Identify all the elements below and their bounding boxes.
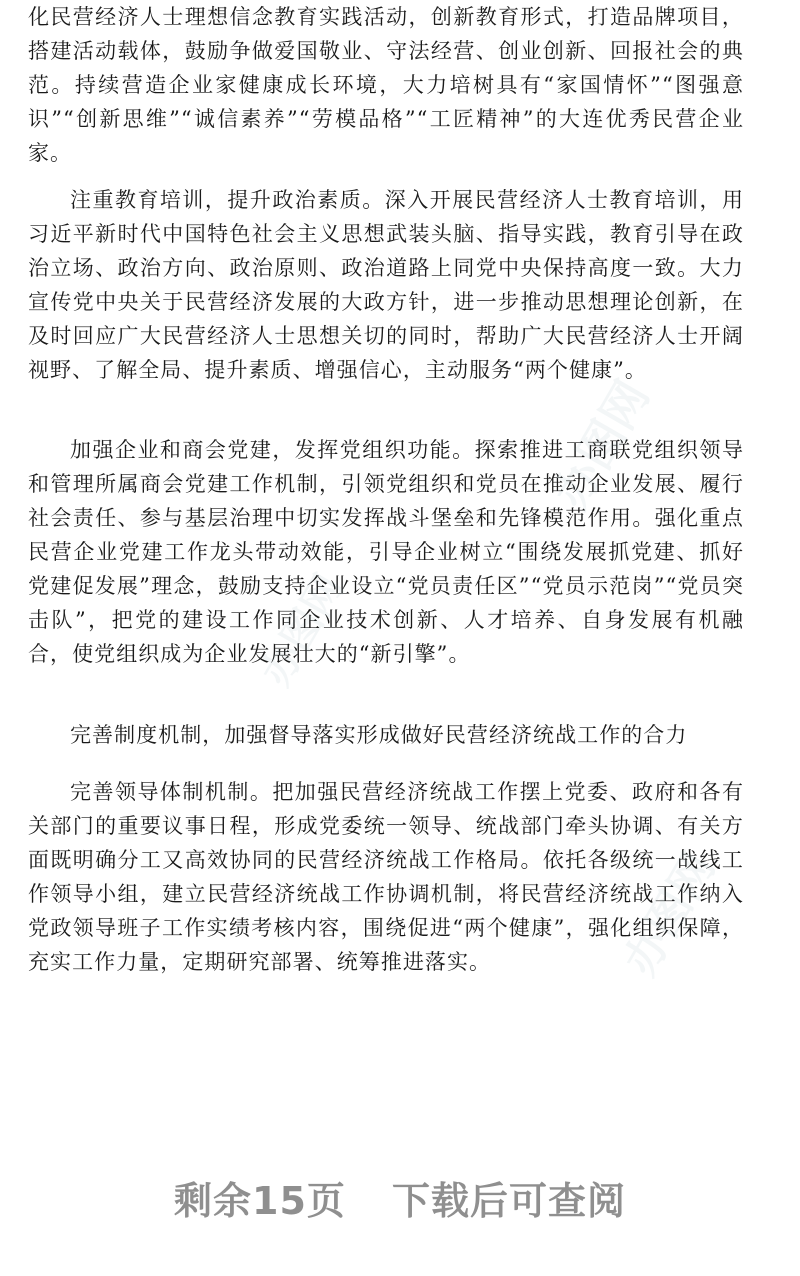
download-banner[interactable] <box>0 1170 800 1225</box>
paragraph-3: 加强企业和商会党建，发挥党组织功能。探索推进工商联党组织领导和管理所属商会党建工作机制，引领党组织和党员在推动企业发展、履行社会责任、参与基层治理中切实发挥战斗堡垒和先锋模范作用。强化重点民营企业党建工作龙头带动效能，引导企业树立“围绕发展抓党建、抓好党建促发展”理念，鼓励支持企业设立“党员责任区”“党员示范岗”“党员突击队”，把党的建设工作同企业技术创新、人才培养、自身发展有机融合，使党组织成为企业发展壮大的“新引擎”。 <box>28 438 744 666</box>
download-prompt-label[interactable]: 下载后可查阅 <box>391 1179 626 1223</box>
paragraph-5: 完善领导体制机制。把加强民营经济统战工作摆上党委、政府和各有关部门的重要议事日程，形成党委统一领导、统战部门牵头协调、有关方面既明确分工又高效协同的民营经济统战工作格局。依托各级统一战线工作领导小组，建立民营经济统战工作协调机制，将民营经济统战工作纳入党政领导班子工作实绩考核内容，围绕促进“两个健康”，强化组织保障，充实工作力量，定期研究部署、统筹推进落实。 <box>28 780 744 974</box>
section-heading: 完善制度机制，加强督导落实形成做好民营经济统战工作的合力 <box>70 723 688 747</box>
remaining-pages-label[interactable]: 剩余15页 <box>174 1179 346 1223</box>
paragraph-2: 注重教育培训，提升政治素质。深入开展民营经济人士教育培训，用习近平新时代中国特色社会主义思想武装头脑、指导实践，教育引导在政治立场、政治方向、政治原则、政治道路上同党中央保持高度一致。大力宣传党中央关于民营经济发展的大政方针，进一步推动思想理论创新，在及时回应广大民营经济人士思想关切的同时，帮助广大民营经济人士开阔视野、了解全局、提升素质、增强信心，主动服务“两个健康”。 <box>28 188 744 382</box>
watermark: 办图网 <box>253 566 353 694</box>
watermark: 办图网 <box>543 371 660 518</box>
paragraph-1: 化民营经济人士理想信念教育实践活动，创新教育形式，打造品牌项目，搭建活动载体，鼓励争做爱国敬业、守法经营、创业创新、回报社会的典范。持续营造企业家健康成长环境，大力培树具有“家国情怀”“图强意识”“创新思维”“诚信素养”“劳模品格”“工匠精神”的大连优秀民营企业家。 <box>28 5 744 165</box>
watermark: 办图网 <box>614 844 725 985</box>
